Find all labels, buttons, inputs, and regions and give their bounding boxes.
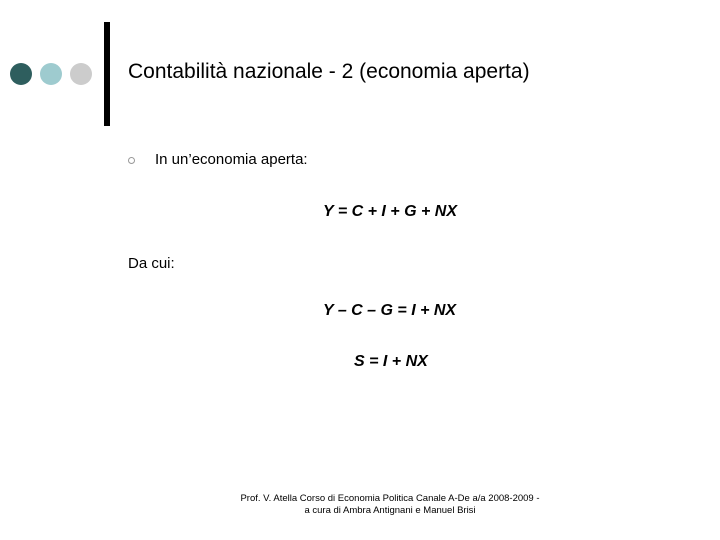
decorative-dot-gray [70, 63, 92, 85]
bullet-icon [128, 157, 135, 164]
title-divider [104, 22, 110, 126]
equation-savings: S = I + NX [354, 353, 428, 370]
footer-line-2: a cura di Ambra Antignani e Manuel Brisi [304, 505, 476, 516]
slide-title: Contabilità nazionale - 2 (economia aperta) [128, 60, 530, 83]
transition-text: Da cui: [128, 255, 175, 272]
footer-line-1: Prof. V. Atella Corso di Economia Politica Canale A-De a/a 2008-2009 - [240, 493, 540, 504]
equation-national-income: Y = C + I + G + NX [323, 203, 457, 220]
decorative-dot-light [40, 63, 62, 85]
equation-rearranged: Y – C – G = I + NX [323, 302, 457, 319]
decorative-dot-dark [10, 63, 32, 85]
bullet-text: In un’economia aperta: [155, 151, 308, 168]
slide-footer [180, 493, 600, 517]
